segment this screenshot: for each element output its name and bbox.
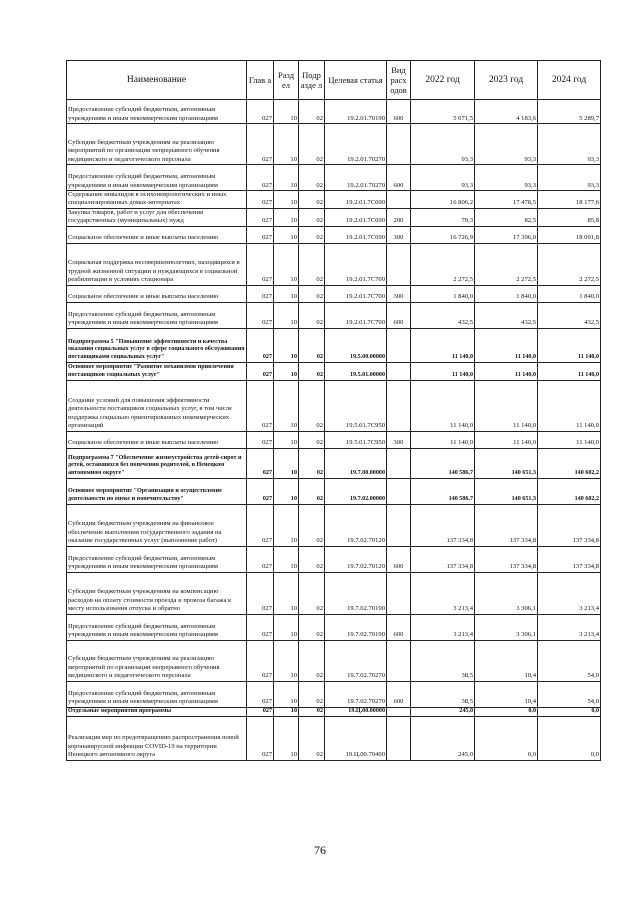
row-expense-type bbox=[387, 504, 411, 546]
row-amount-2024: 2 272,5 bbox=[538, 243, 601, 285]
row-razdel: 10 bbox=[274, 302, 299, 328]
row-target-article: 19.7.02.70190 bbox=[325, 572, 387, 614]
row-target-article: 19.2.01.7С700 bbox=[325, 302, 387, 328]
table-row bbox=[67, 504, 601, 546]
row-expense-type bbox=[387, 448, 411, 478]
row-amount-2022: 245,0 bbox=[411, 716, 475, 760]
row-glava: 027 bbox=[247, 165, 274, 191]
row-amount-2022: 137 334,8 bbox=[411, 546, 475, 572]
row-glava: 027 bbox=[247, 504, 274, 546]
row-amount-2024: 18 177,6 bbox=[538, 191, 601, 209]
budget-table bbox=[66, 60, 601, 761]
table-row bbox=[67, 285, 601, 302]
row-target-article: 19.2.01.7С700 bbox=[325, 285, 387, 302]
row-podrazdel: 02 bbox=[299, 302, 325, 328]
row-name: Предоставление субсидий бюджетным, автономным учреждениям и иным некоммерческим организациям bbox=[67, 546, 247, 572]
row-name: Субсидии бюджетным учреждениям на реализацию мероприятий по организации непрерывного обучения медицинского и педагогического персонала bbox=[67, 640, 247, 681]
row-amount-2024: 11 140,0 bbox=[538, 380, 601, 431]
row-glava: 027 bbox=[247, 716, 274, 760]
row-amount-2024: 54,0 bbox=[538, 681, 601, 707]
row-amount-2022: 245,0 bbox=[411, 707, 475, 716]
row-amount-2024: 0,0 bbox=[538, 707, 601, 716]
row-amount-2023: 137 334,8 bbox=[475, 504, 538, 546]
row-target-article: 19.2.01.7С700 bbox=[325, 243, 387, 285]
row-glava: 027 bbox=[247, 302, 274, 328]
row-expense-type: 300 bbox=[387, 226, 411, 243]
row-target-article: 19.7.02.70120 bbox=[325, 546, 387, 572]
row-target-article: 19.2.01.7С690 bbox=[325, 226, 387, 243]
row-amount-2023: 10,4 bbox=[475, 640, 538, 681]
row-amount-2023: 93,3 bbox=[475, 124, 538, 165]
row-target-article: 19.7.02.70120 bbox=[325, 504, 387, 546]
row-expense-type bbox=[387, 362, 411, 380]
row-expense-type: 600 bbox=[387, 302, 411, 328]
table-body bbox=[67, 100, 601, 761]
row-razdel: 10 bbox=[274, 362, 299, 380]
row-target-article: 19.7.00.00000 bbox=[325, 448, 387, 478]
row-razdel: 10 bbox=[274, 380, 299, 431]
row-expense-type: 300 bbox=[387, 431, 411, 448]
budget-sheet bbox=[66, 60, 600, 761]
row-amount-2024: 5 289,7 bbox=[538, 100, 601, 124]
row-amount-2023: 82,5 bbox=[475, 208, 538, 226]
row-amount-2024: 11 140,0 bbox=[538, 431, 601, 448]
row-expense-type bbox=[387, 243, 411, 285]
row-name: Реализация мер по предотвращению распространения новой коронавирусной инфекции COVID-19 на территории Ненецкого автономного округа bbox=[67, 716, 247, 760]
row-glava: 027 bbox=[247, 546, 274, 572]
row-amount-2024: 0,0 bbox=[538, 716, 601, 760]
row-amount-2022: 93,3 bbox=[411, 165, 475, 191]
row-podrazdel: 02 bbox=[299, 707, 325, 716]
row-amount-2023: 10,4 bbox=[475, 681, 538, 707]
table-row bbox=[67, 448, 601, 478]
row-expense-type: 600 bbox=[387, 614, 411, 640]
row-target-article: 19.7.02.00000 bbox=[325, 478, 387, 504]
row-glava: 027 bbox=[247, 431, 274, 448]
row-glava: 027 bbox=[247, 243, 274, 285]
row-razdel: 10 bbox=[274, 285, 299, 302]
row-glava: 027 bbox=[247, 100, 274, 124]
row-amount-2023: 137 334,8 bbox=[475, 546, 538, 572]
row-expense-type bbox=[387, 716, 411, 760]
row-expense-type bbox=[387, 328, 411, 362]
table-row bbox=[67, 165, 601, 191]
row-razdel: 10 bbox=[274, 208, 299, 226]
row-name: Субсидии бюджетным учреждениям на компенсацию расходов на оплату стоимости проезда и провоза багажа к месту использования отпуска и обратно bbox=[67, 572, 247, 614]
row-glava: 027 bbox=[247, 448, 274, 478]
row-podrazdel: 02 bbox=[299, 448, 325, 478]
table-row bbox=[67, 707, 601, 716]
row-amount-2023: 3 306,1 bbox=[475, 614, 538, 640]
row-podrazdel: 02 bbox=[299, 124, 325, 165]
row-name: Предоставление субсидий бюджетным, автономным учреждениям и иным некоммерческим организациям bbox=[67, 165, 247, 191]
row-name: Основное мероприятие "Развитие механизмов привлечения поставщиков социальных услуг" bbox=[67, 362, 247, 380]
row-name: Социальная поддержка несовершеннолетних, находящихся в трудной жизненной ситуации и нуждающихся в социальной реабилитации в условиях стационара bbox=[67, 243, 247, 285]
row-podrazdel: 02 bbox=[299, 191, 325, 209]
header-razdel: Разд ел bbox=[274, 61, 299, 100]
row-target-article: 19.2.01.7С690 bbox=[325, 208, 387, 226]
row-glava: 027 bbox=[247, 640, 274, 681]
row-amount-2024: 11 140,0 bbox=[538, 328, 601, 362]
row-expense-type: 600 bbox=[387, 681, 411, 707]
row-glava: 027 bbox=[247, 362, 274, 380]
row-glava: 027 bbox=[247, 707, 274, 716]
row-name: Предоставление субсидий бюджетным, автономным учреждениям и иным некоммерческим организациям bbox=[67, 302, 247, 328]
row-podrazdel: 02 bbox=[299, 716, 325, 760]
row-amount-2022: 1 840,0 bbox=[411, 285, 475, 302]
row-podrazdel: 02 bbox=[299, 640, 325, 681]
table-row bbox=[67, 362, 601, 380]
row-amount-2024: 85,8 bbox=[538, 208, 601, 226]
row-amount-2023: 17 396,0 bbox=[475, 226, 538, 243]
row-amount-2022: 79,3 bbox=[411, 208, 475, 226]
table-row bbox=[67, 243, 601, 285]
row-amount-2022: 11 140,0 bbox=[411, 431, 475, 448]
row-amount-2024: 1 840,0 bbox=[538, 285, 601, 302]
row-target-article: 19.2.01.7С690 bbox=[325, 191, 387, 209]
row-expense-type: 600 bbox=[387, 165, 411, 191]
row-amount-2024: 93,3 bbox=[538, 124, 601, 165]
row-amount-2023: 0,0 bbox=[475, 716, 538, 760]
row-amount-2022: 5 071,5 bbox=[411, 100, 475, 124]
row-amount-2023: 0,0 bbox=[475, 707, 538, 716]
page-number: 76 bbox=[314, 843, 326, 857]
row-amount-2022: 3 213,4 bbox=[411, 614, 475, 640]
header-year-2024: 2024 год bbox=[538, 61, 601, 100]
row-glava: 027 bbox=[247, 572, 274, 614]
row-expense-type: 200 bbox=[387, 208, 411, 226]
row-glava: 027 bbox=[247, 285, 274, 302]
table-row bbox=[67, 572, 601, 614]
row-amount-2022: 432,5 bbox=[411, 302, 475, 328]
row-target-article: 19.5.00.00000 bbox=[325, 328, 387, 362]
row-name: Содержание инвалидов в психоневрологических и иных специализированных домах-интернатах bbox=[67, 191, 247, 209]
row-amount-2023: 11 140,0 bbox=[475, 362, 538, 380]
row-expense-type bbox=[387, 124, 411, 165]
table-row bbox=[67, 614, 601, 640]
row-name: Социальное обеспечение и иные выплаты населению bbox=[67, 285, 247, 302]
row-amount-2023: 11 140,0 bbox=[475, 328, 538, 362]
table-row bbox=[67, 328, 601, 362]
row-amount-2023: 93,3 bbox=[475, 165, 538, 191]
row-amount-2022: 2 272,5 bbox=[411, 243, 475, 285]
row-expense-type bbox=[387, 380, 411, 431]
row-amount-2024: 18 091,8 bbox=[538, 226, 601, 243]
row-podrazdel: 02 bbox=[299, 478, 325, 504]
table-row bbox=[67, 546, 601, 572]
row-target-article: 19.7.02.70270 bbox=[325, 681, 387, 707]
row-name: Основное мероприятие "Организация и осуществление деятельности по опеке и попечительству" bbox=[67, 478, 247, 504]
header-year-2022: 2022 год bbox=[411, 61, 475, 100]
table-row bbox=[67, 681, 601, 707]
row-amount-2024: 140 602,2 bbox=[538, 478, 601, 504]
header-name: Наименование bbox=[67, 61, 247, 100]
table-header-row bbox=[67, 61, 601, 100]
row-razdel: 10 bbox=[274, 546, 299, 572]
row-razdel: 10 bbox=[274, 504, 299, 546]
row-target-article: 19.Ц.00.00000 bbox=[325, 707, 387, 716]
row-target-article: 19.7.02.70190 bbox=[325, 614, 387, 640]
row-target-article: 19.5.01.7С950 bbox=[325, 380, 387, 431]
table-row bbox=[67, 100, 601, 124]
row-target-article: 19.2.01.70270 bbox=[325, 124, 387, 165]
header-target-article: Целевая статья bbox=[325, 61, 387, 100]
row-amount-2022: 16 806,2 bbox=[411, 191, 475, 209]
row-razdel: 10 bbox=[274, 478, 299, 504]
row-amount-2022: 140 586,7 bbox=[411, 448, 475, 478]
row-name: Предоставление субсидий бюджетным, автономным учреждениям и иным некоммерческим организациям bbox=[67, 614, 247, 640]
row-name: Предоставление субсидий бюджетным, автономным учреждениям и иным некоммерческим организациям bbox=[67, 681, 247, 707]
row-razdel: 10 bbox=[274, 328, 299, 362]
row-amount-2022: 16 726,9 bbox=[411, 226, 475, 243]
row-name: Отдельные мероприятия программы bbox=[67, 707, 247, 716]
row-name: Закупка товаров, работ и услуг для обеспечения государственных (муниципальных) нужд bbox=[67, 208, 247, 226]
row-amount-2023: 3 306,1 bbox=[475, 572, 538, 614]
row-expense-type bbox=[387, 707, 411, 716]
row-amount-2023: 11 140,0 bbox=[475, 380, 538, 431]
row-podrazdel: 02 bbox=[299, 504, 325, 546]
row-podrazdel: 02 bbox=[299, 226, 325, 243]
row-amount-2024: 3 213,4 bbox=[538, 614, 601, 640]
row-amount-2022: 137 334,8 bbox=[411, 504, 475, 546]
row-glava: 027 bbox=[247, 681, 274, 707]
row-amount-2024: 11 140,0 bbox=[538, 362, 601, 380]
row-amount-2023: 2 272,5 bbox=[475, 243, 538, 285]
row-amount-2023: 140 651,3 bbox=[475, 478, 538, 504]
row-podrazdel: 02 bbox=[299, 285, 325, 302]
row-razdel: 10 bbox=[274, 681, 299, 707]
header-glava: Глав а bbox=[247, 61, 274, 100]
row-razdel: 10 bbox=[274, 226, 299, 243]
row-amount-2023: 4 183,6 bbox=[475, 100, 538, 124]
row-razdel: 10 bbox=[274, 614, 299, 640]
row-name: Создание условий для повышения эффективности деятельности поставщиков социальных услуг, в том числе поддержка социально ориентированных некоммерческих организаций bbox=[67, 380, 247, 431]
row-amount-2022: 140 586,7 bbox=[411, 478, 475, 504]
row-amount-2022: 38,5 bbox=[411, 640, 475, 681]
table-row bbox=[67, 226, 601, 243]
row-target-article: 19.7.02.70270 bbox=[325, 640, 387, 681]
row-expense-type bbox=[387, 191, 411, 209]
row-amount-2024: 3 213,4 bbox=[538, 572, 601, 614]
row-target-article: 19.Ц.00.70400 bbox=[325, 716, 387, 760]
table-row bbox=[67, 431, 601, 448]
row-razdel: 10 bbox=[274, 640, 299, 681]
row-target-article: 19.5.01.00000 bbox=[325, 362, 387, 380]
row-razdel: 10 bbox=[274, 100, 299, 124]
row-glava: 027 bbox=[247, 191, 274, 209]
row-podrazdel: 02 bbox=[299, 362, 325, 380]
row-expense-type bbox=[387, 640, 411, 681]
row-name: Социальное обеспечение и иные выплаты населению bbox=[67, 431, 247, 448]
row-glava: 027 bbox=[247, 226, 274, 243]
table-row bbox=[67, 478, 601, 504]
header-year-2023: 2023 год bbox=[475, 61, 538, 100]
row-podrazdel: 02 bbox=[299, 572, 325, 614]
row-podrazdel: 02 bbox=[299, 100, 325, 124]
row-glava: 027 bbox=[247, 380, 274, 431]
table-row bbox=[67, 380, 601, 431]
row-podrazdel: 02 bbox=[299, 243, 325, 285]
row-amount-2022: 11 140,0 bbox=[411, 362, 475, 380]
row-podrazdel: 02 bbox=[299, 614, 325, 640]
row-glava: 027 bbox=[247, 124, 274, 165]
row-expense-type: 600 bbox=[387, 546, 411, 572]
row-name: Подпрограмма 5 "Повышение эффективности и качества оказания социальных услуг в сфере социального обслуживания поставщиками социальных услуг" bbox=[67, 328, 247, 362]
row-razdel: 10 bbox=[274, 124, 299, 165]
row-amount-2022: 93,3 bbox=[411, 124, 475, 165]
row-razdel: 10 bbox=[274, 716, 299, 760]
row-razdel: 10 bbox=[274, 707, 299, 716]
row-podrazdel: 02 bbox=[299, 328, 325, 362]
row-razdel: 10 bbox=[274, 165, 299, 191]
row-name: Подпрограмма 7 "Обеспечение жизнеустройства детей-сирот и детей, оставшихся без попечения родителей, в Ненецком автономном округе" bbox=[67, 448, 247, 478]
row-name: Субсидии бюджетным учреждениям на реализацию мероприятий по организации непрерывного обучения медицинского и педагогического персонала bbox=[67, 124, 247, 165]
table-row bbox=[67, 716, 601, 760]
table-row bbox=[67, 640, 601, 681]
row-glava: 027 bbox=[247, 328, 274, 362]
row-razdel: 10 bbox=[274, 243, 299, 285]
row-podrazdel: 02 bbox=[299, 681, 325, 707]
row-razdel: 10 bbox=[274, 191, 299, 209]
row-podrazdel: 02 bbox=[299, 431, 325, 448]
row-podrazdel: 02 bbox=[299, 208, 325, 226]
row-razdel: 10 bbox=[274, 448, 299, 478]
row-amount-2022: 3 213,4 bbox=[411, 572, 475, 614]
row-expense-type bbox=[387, 478, 411, 504]
row-expense-type: 600 bbox=[387, 100, 411, 124]
row-expense-type bbox=[387, 572, 411, 614]
row-amount-2022: 38,5 bbox=[411, 681, 475, 707]
row-glava: 027 bbox=[247, 614, 274, 640]
row-amount-2024: 137 334,8 bbox=[538, 546, 601, 572]
row-podrazdel: 02 bbox=[299, 380, 325, 431]
row-amount-2022: 11 140,0 bbox=[411, 380, 475, 431]
row-amount-2024: 93,3 bbox=[538, 165, 601, 191]
header-expense-type: Вид расх одов bbox=[387, 61, 411, 100]
row-razdel: 10 bbox=[274, 572, 299, 614]
row-amount-2024: 432,5 bbox=[538, 302, 601, 328]
row-glava: 027 bbox=[247, 478, 274, 504]
row-target-article: 19.5.01.7С950 bbox=[325, 431, 387, 448]
row-amount-2023: 140 651,3 bbox=[475, 448, 538, 478]
row-razdel: 10 bbox=[274, 431, 299, 448]
table-row bbox=[67, 208, 601, 226]
row-name: Предоставление субсидий бюджетным, автономным учреждениям и иным некоммерческим организациям bbox=[67, 100, 247, 124]
row-podrazdel: 02 bbox=[299, 165, 325, 191]
row-amount-2023: 11 140,0 bbox=[475, 431, 538, 448]
row-amount-2024: 140 602,2 bbox=[538, 448, 601, 478]
row-target-article: 19.2.01.70270 bbox=[325, 165, 387, 191]
header-podrazdel: Подр азде л bbox=[299, 61, 325, 100]
row-amount-2024: 54,0 bbox=[538, 640, 601, 681]
row-name: Социальное обеспечение и иные выплаты населению bbox=[67, 226, 247, 243]
row-amount-2024: 137 334,8 bbox=[538, 504, 601, 546]
row-amount-2023: 17 478,5 bbox=[475, 191, 538, 209]
row-amount-2023: 1 840,0 bbox=[475, 285, 538, 302]
row-expense-type: 300 bbox=[387, 285, 411, 302]
table-row bbox=[67, 191, 601, 209]
row-amount-2023: 432,5 bbox=[475, 302, 538, 328]
table-row bbox=[67, 302, 601, 328]
table-row bbox=[67, 124, 601, 165]
row-podrazdel: 02 bbox=[299, 546, 325, 572]
row-name: Субсидии бюджетным учреждениям на финансовое обеспечение выполнения государственного задания на оказание государственных услуг (выполнение работ) bbox=[67, 504, 247, 546]
row-target-article: 19.2.01.70190 bbox=[325, 100, 387, 124]
row-glava: 027 bbox=[247, 208, 274, 226]
row-amount-2022: 11 140,0 bbox=[411, 328, 475, 362]
